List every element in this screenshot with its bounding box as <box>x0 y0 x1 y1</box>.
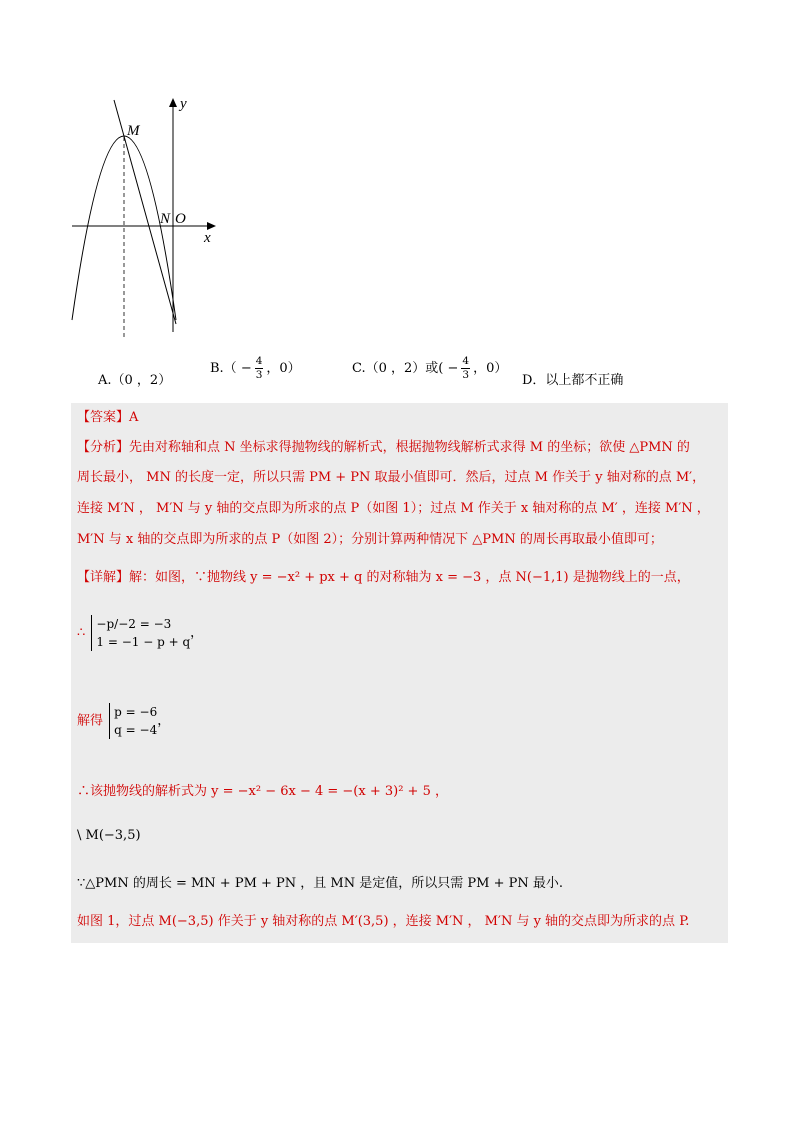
analysis-line-2: 周长最小， MN 的长度一定，所以只需 PM + PN 取最小值即可．然后，过点 M 作关于 y 轴对称的点 M′， <box>77 470 706 485</box>
analysis-line-1: 【分析】先由对称轴和点 N 坐标求得抛物线的解析式，根据抛物线解析式求得 M 的坐标；欲使 △PMN 的 <box>77 440 690 455</box>
figure-1-line: 如图 1，过点 M(−3,5) 作关于 y 轴对称的点 M′(3,5) ，连接 M′N ， M′N 与 y 轴的交点即为所求的点 P. <box>77 914 690 929</box>
system-1-brace <box>91 615 190 651</box>
point-m-label: M <box>127 123 140 139</box>
analysis-line-4: M′N 与 x 轴的交点即为所求的点 P（如图 2）；分别计算两种情况下 △PMN 的周长再取最小值即可； <box>77 532 663 547</box>
x-axis-arrow <box>207 222 216 230</box>
option-b-denominator: 3 <box>255 369 263 381</box>
option-b-prefix: B.（ − <box>210 361 252 376</box>
perimeter-line: ∵△PMN 的周长 = MN + PM + PN ，且 MN 是定值，所以只需 PM + PN 最小. <box>77 876 563 891</box>
system-1-eq-b: 1 = −1 − p + q <box>96 635 191 649</box>
option-b-numerator: 4 <box>255 355 263 367</box>
equation-system-2 <box>77 703 170 739</box>
option-c <box>352 355 507 382</box>
option-a: A.（0 ，2） <box>98 373 172 388</box>
solve-label: 解得 <box>77 713 104 729</box>
system-2-comma: ， <box>157 713 171 729</box>
system-2-brace <box>109 703 157 739</box>
system-2-eq-b: q = −4 <box>114 723 158 737</box>
parabola-figure <box>66 92 226 342</box>
answer-panel <box>71 403 728 943</box>
equation-system-1 <box>77 615 203 651</box>
origin-label: O <box>175 211 186 227</box>
point-n-label: N <box>160 211 171 227</box>
y-axis-arrow <box>169 98 177 107</box>
y-axis-label: y <box>180 96 187 112</box>
m-point-line: \ M(−3,5) <box>77 828 141 843</box>
option-d: D．以上都不正确 <box>522 373 624 388</box>
option-c-fraction <box>461 355 470 382</box>
option-c-suffix: ，0） <box>473 361 508 376</box>
system-1-comma: ， <box>190 625 204 641</box>
analysis-line-3: 连接 M′N ， M′N 与 y 轴的交点即为所求的点 P（如图 1）；过点 M 作关于 x 轴对称的点 M′ ，连接 M′N ， <box>77 501 710 516</box>
therefore-symbol: ∴ <box>77 625 86 641</box>
detail-line-1: 【详解】解：如图，∵抛物线 y = −x² + px + q 的对称轴为 x = −3 ，点 N(−1,1) 是抛物线上的一点， <box>77 570 690 585</box>
system-2-eq-a: p = −6 <box>114 705 158 719</box>
option-c-denominator: 3 <box>462 369 470 381</box>
x-axis-label: x <box>204 230 211 246</box>
option-b-fraction <box>255 355 264 382</box>
system-1-eq-a: −p/−2 = −3 <box>96 617 172 631</box>
option-c-prefix: C.（0 ，2）或( − <box>352 361 459 376</box>
answer-label: 【答案】A <box>77 410 139 425</box>
parabola-expression: ∴该抛物线的解析式为 y = −x² − 6x − 4 = −(x + 3)² + 5 ， <box>77 784 448 799</box>
option-c-numerator: 4 <box>462 355 470 367</box>
option-b-suffix: ，0） <box>266 361 301 376</box>
answer-options <box>98 355 738 403</box>
option-b <box>210 355 301 382</box>
